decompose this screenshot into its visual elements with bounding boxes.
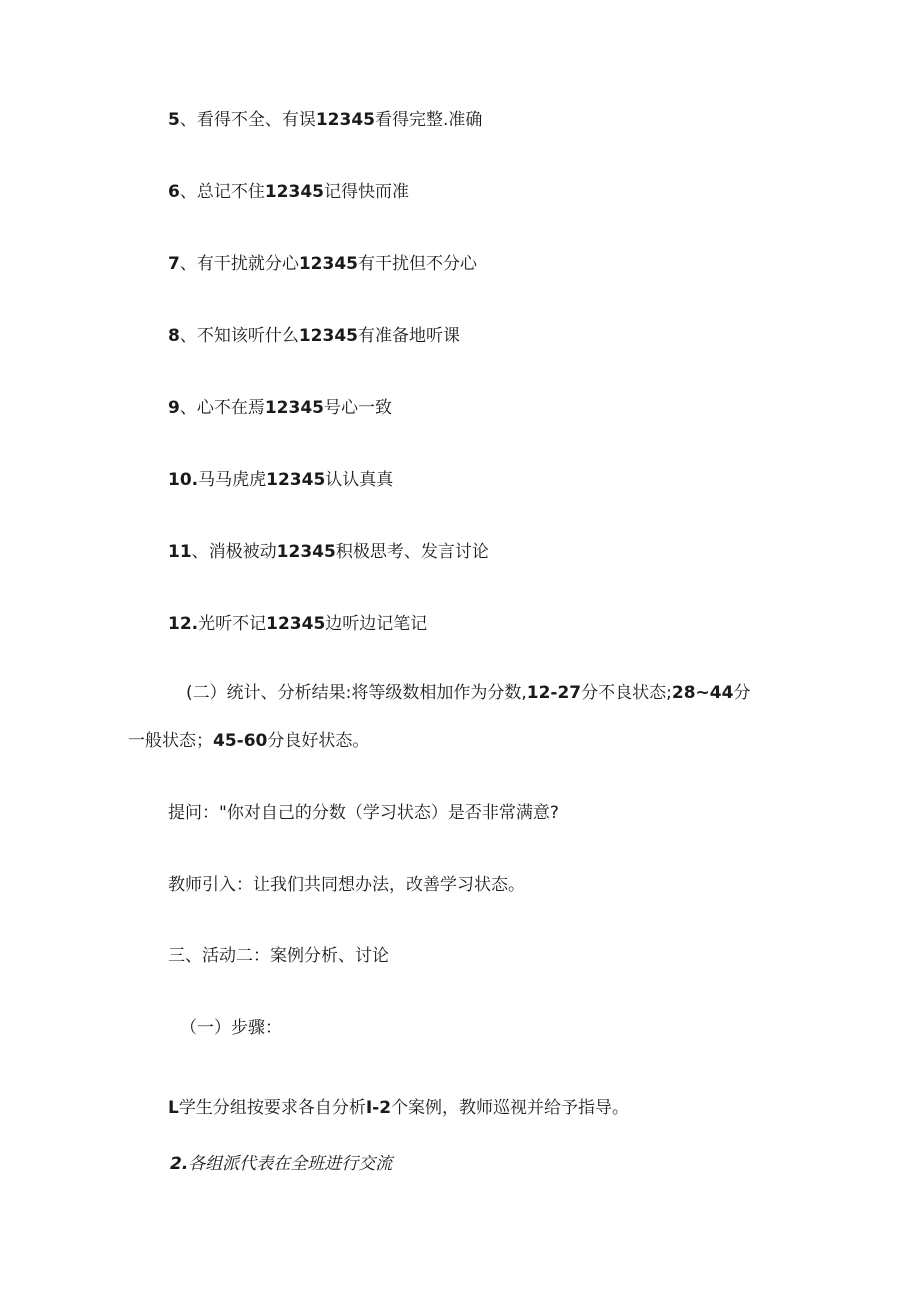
item-index: 6 [168, 182, 180, 202]
stats-range-1: 12-27 [526, 683, 582, 703]
item-scale: 12345 [266, 470, 326, 490]
step-1-prefix: L [168, 1098, 179, 1118]
item-positive-text: 看得完整.准确 [375, 110, 483, 130]
item-index: 9 [168, 398, 180, 418]
item-negative-text: 马马虎虎 [198, 470, 267, 490]
stats-paragraph [128, 681, 792, 753]
stats-range-2: 28~44 [671, 683, 734, 703]
step-2-prefix: 2. [170, 1154, 189, 1174]
item-index: 10. [168, 470, 199, 490]
item-negative-text: 不知该听什么 [196, 326, 299, 346]
item-index: 7 [168, 254, 180, 274]
item-scale: 12345 [315, 110, 375, 130]
item-separator: 、 [179, 110, 197, 130]
item-separator: 、 [179, 326, 197, 346]
step-1-range: I-2 [365, 1098, 392, 1118]
stats-line-2 [128, 729, 792, 753]
item-separator: 、 [179, 254, 197, 274]
rating-item [168, 396, 392, 420]
item-negative-text: 心不在焉 [196, 398, 265, 418]
item-scale: 12345 [264, 398, 324, 418]
stats-text-2: 分不良状态; [581, 683, 672, 703]
steps-title: （一）步骤： [180, 1018, 282, 1038]
stats-range-3: 45-60 [213, 731, 268, 751]
item-positive-text: 号心一致 [324, 398, 392, 418]
item-index: 12. [168, 614, 199, 634]
item-negative-text: 总记不住 [196, 182, 265, 202]
activity-title: 三、活动二：案例分析、讨论 [168, 946, 389, 966]
item-positive-text: 有准备地听课 [358, 326, 460, 346]
rating-item [168, 612, 427, 636]
step-2-line [170, 1152, 392, 1176]
item-separator: 、 [191, 542, 209, 562]
rating-item [168, 108, 482, 132]
stats-text-5: 分良好状态。 [267, 731, 370, 751]
item-negative-text: 消极被动 [208, 542, 277, 562]
rating-item [168, 324, 460, 348]
item-separator: 、 [179, 398, 197, 418]
item-negative-text: 看得不全、有误 [196, 110, 316, 130]
item-positive-text: 认认真真 [325, 470, 394, 490]
step-1-line [168, 1096, 629, 1120]
item-positive-text: 积极思考、发言讨论 [335, 542, 489, 562]
rating-item [168, 180, 409, 204]
item-scale: 12345 [266, 614, 326, 634]
stats-text-3: 分 [733, 683, 751, 703]
item-separator: 、 [179, 182, 197, 202]
step-1-text-2: 个案例，教师巡视并给予指导。 [391, 1098, 630, 1118]
item-positive-text: 边听边记笔记 [325, 614, 428, 634]
stats-line-1 [128, 681, 792, 705]
step-1-text-1: 学生分组按要求各自分析 [178, 1098, 366, 1118]
item-scale: 12345 [298, 254, 358, 274]
item-scale: 12345 [264, 182, 324, 202]
rating-item [168, 252, 477, 276]
item-index: 5 [168, 110, 180, 130]
rating-item [168, 540, 489, 564]
item-scale: 12345 [276, 542, 336, 562]
step-2-text: 各组派代表在全班进行交流 [188, 1154, 393, 1174]
stats-text-1: (二）统计、分析结果:将等级数相加作为分数, [186, 683, 527, 703]
item-negative-text: 光听不记 [198, 614, 267, 634]
item-positive-text: 有干扰但不分心 [358, 254, 477, 274]
teacher-intro-line: 教师引入：让我们共同想办法，改善学习状态。 [168, 875, 525, 895]
item-positive-text: 记得快而准 [324, 182, 409, 202]
item-scale: 12345 [298, 326, 358, 346]
item-index: 11 [168, 542, 192, 562]
item-index: 8 [168, 326, 180, 346]
question-line: 提问："你对自己的分数（学习状态）是否非常满意? [168, 803, 559, 823]
rating-item [168, 468, 393, 492]
item-negative-text: 有干扰就分心 [196, 254, 299, 274]
stats-text-4: 一般状态； [128, 731, 213, 751]
